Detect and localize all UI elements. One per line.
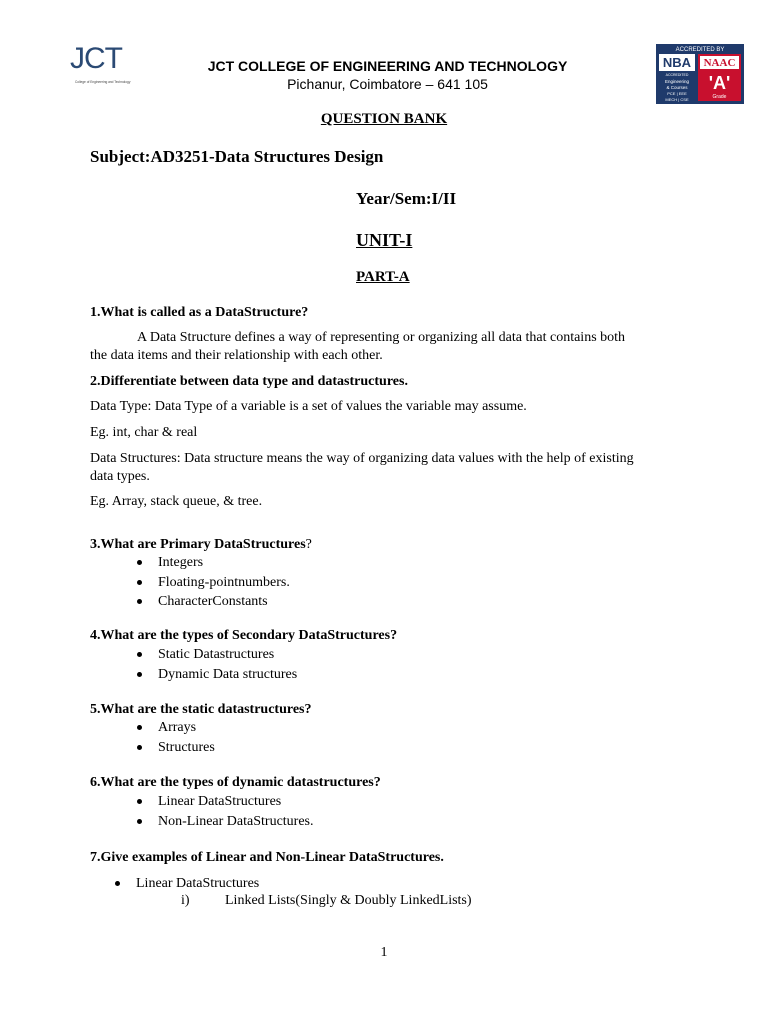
badge-grade-label: Grade bbox=[712, 94, 727, 100]
question-4: 4.What are the types of Secondary DataStructures? bbox=[90, 628, 398, 643]
subject-heading: Subject:AD3251-Data Structures Design bbox=[90, 147, 384, 166]
college-address: Pichanur, Coimbatore – 641 105 bbox=[287, 76, 488, 92]
list-item: Linear DataStructures bbox=[115, 874, 259, 894]
badge-grade: 'A' bbox=[708, 73, 731, 93]
question-3-tail: ? bbox=[305, 537, 312, 552]
data-type-example: Eg. int, char & real bbox=[90, 425, 198, 440]
question-bank-heading: QUESTION BANK bbox=[320, 111, 448, 127]
nba-naac-badge-icon bbox=[656, 44, 744, 104]
list-item: CharacterConstants bbox=[137, 592, 290, 612]
data-structure-definition-line-1: Data Structures: Data structure means the way of organizing data values with the help of existing bbox=[90, 451, 634, 466]
logo-text: JCT bbox=[70, 42, 122, 75]
list-item: Integers bbox=[137, 553, 290, 573]
list-item: Static Datastructures bbox=[137, 645, 297, 665]
question-7-list bbox=[115, 874, 259, 894]
logo-subtext: College of Engineering and Technology bbox=[75, 80, 131, 84]
question-3-list bbox=[137, 553, 290, 612]
question-6-list bbox=[137, 792, 314, 831]
question-7-sub-item bbox=[181, 893, 472, 909]
year-sem-heading: Year/Sem:I/II bbox=[356, 189, 457, 208]
list-item: Non-Linear DataStructures. bbox=[137, 812, 314, 832]
data-structure-example: Eg. Array, stack queue, & tree. bbox=[90, 494, 263, 509]
list-item: Arrays bbox=[137, 718, 215, 738]
question-3-text: 3.What are Primary DataStructures bbox=[90, 537, 306, 552]
question-5-list bbox=[137, 718, 215, 757]
sub-item-text: Linked Lists(Singly & Doubly LinkedLists) bbox=[225, 893, 472, 908]
question-1: 1.What is called as a DataStructure? bbox=[90, 305, 309, 320]
data-structure-definition-line-2: data types. bbox=[90, 469, 150, 484]
list-item: Dynamic Data structures bbox=[137, 665, 297, 685]
list-item: Structures bbox=[137, 738, 215, 758]
badge-top-text: ACCREDITED BY bbox=[675, 47, 725, 53]
badge-nba: NBA bbox=[662, 55, 692, 70]
badge-nba-sub: ACCREDITED bbox=[665, 73, 689, 77]
unit-heading: UNIT-I bbox=[356, 230, 413, 250]
page-number: 1 bbox=[380, 945, 388, 960]
data-type-definition: Data Type: Data Type of a variable is a set of values the variable may assume. bbox=[90, 399, 527, 414]
badge-courses-3: PCE | EEE bbox=[667, 91, 687, 96]
college-name: JCT COLLEGE OF ENGINEERING AND TECHNOLOGY bbox=[207, 58, 568, 74]
sub-item-number: i) bbox=[181, 893, 190, 908]
answer-1-line-1: A Data Structure defines a way of representing or organizing all data that contains both bbox=[137, 330, 626, 345]
question-3 bbox=[90, 537, 312, 553]
list-item: Linear DataStructures bbox=[137, 792, 314, 812]
badge-courses-2: & Courses bbox=[666, 85, 688, 90]
answer-1-line-2: the data items and their relationship with each other. bbox=[90, 348, 383, 363]
question-2: 2.Differentiate between data type and datastructures. bbox=[90, 374, 408, 389]
jct-logo-icon bbox=[70, 44, 140, 90]
question-5: 5.What are the static datastructures? bbox=[90, 702, 312, 717]
question-7: 7.Give examples of Linear and Non-Linear DataStructures. bbox=[90, 850, 444, 865]
badge-courses-1: Engineering bbox=[664, 79, 690, 84]
badge-courses-4: MECH | CSE bbox=[665, 97, 689, 102]
question-4-list bbox=[137, 645, 297, 684]
badge-naac: NAAC bbox=[703, 57, 736, 69]
part-heading: PART-A bbox=[356, 269, 410, 285]
list-item: Floating-pointnumbers. bbox=[137, 573, 290, 593]
question-6: 6.What are the types of dynamic datastructures? bbox=[90, 775, 381, 790]
